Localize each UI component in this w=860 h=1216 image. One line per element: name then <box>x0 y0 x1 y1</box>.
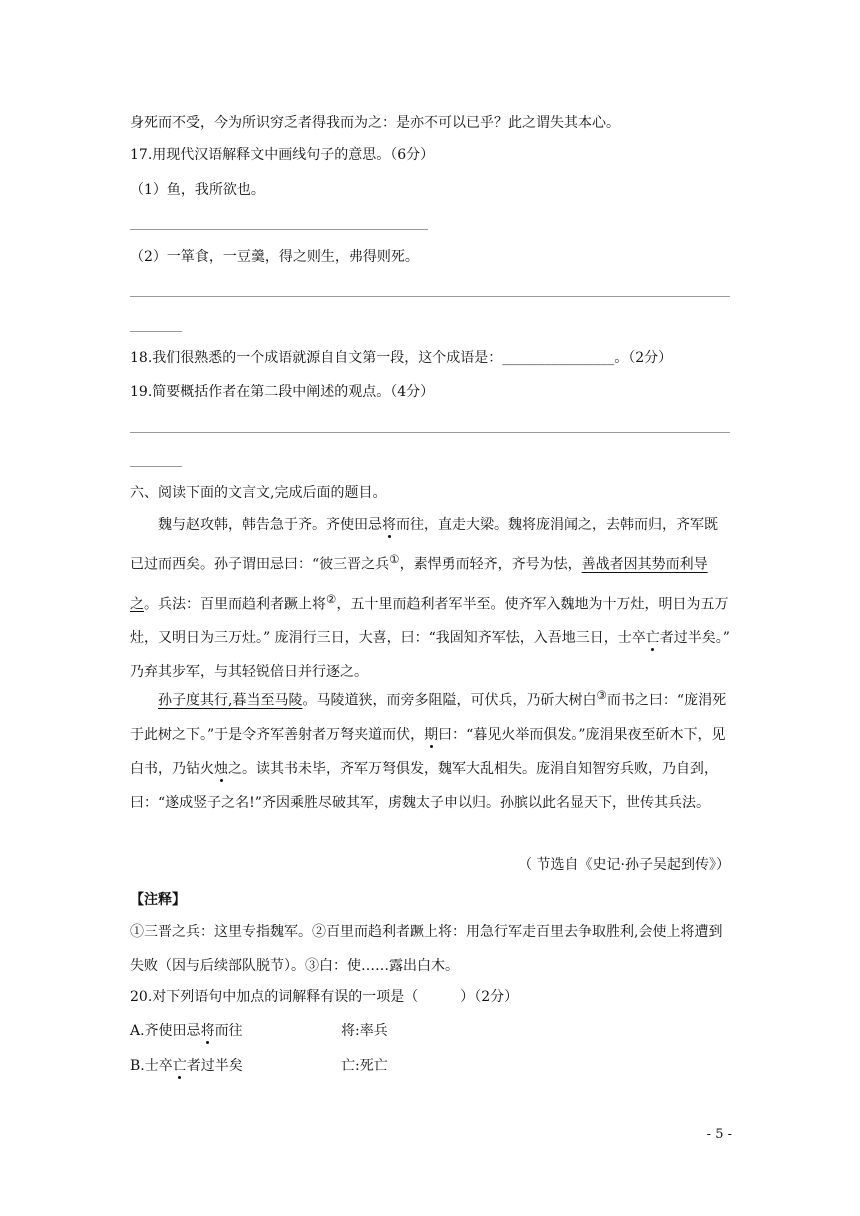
passage-text: 魏与赵攻韩，韩告急于齐。齐使田忌 <box>158 517 382 533</box>
passage-text: 。马陵道狭，而旁多阻隘，可伏兵，乃斫大树白 <box>302 692 597 709</box>
notes-body: ①三晋之兵：这里专指魏军。②百里而趋利者蹶上将：用急行军走百里去争取胜利,会使上将遭到失败（因与后续部队脱节）。③白：使……露出白木。 <box>130 924 723 974</box>
answer-line <box>130 331 182 332</box>
q19-title: 19.简要概括作者在第二段中阐述的观点。（4分） <box>130 384 435 400</box>
q20-option-b-definition: 亡:死亡 <box>341 1058 388 1074</box>
passage-text: ，五十里而趋利者军半至。使齐军入魏地为十万灶，明日为五万灶，又明日为三万灶。” 庞涓行三日，大喜，曰：“我固知齐军怯，入吾地三日，士卒 <box>130 596 729 647</box>
q17-sentence-1: （1）鱼，我所欲也。 <box>130 182 265 198</box>
passage-text: 曰：“暮见火举而俱发。”庞涓果夜至斫木下，见白书，乃钻火 <box>130 726 726 777</box>
option-text: A.齐使田忌 <box>130 1023 201 1039</box>
answer-line <box>130 296 730 297</box>
dotted-word: 将 <box>200 1023 215 1039</box>
answer-line <box>130 229 428 230</box>
q18-text: 18.我们很熟悉的一个成语就源自自文第一段，这个成语是： <box>130 350 503 366</box>
passage-text: ，素悍勇而轻齐，齐号为怯， <box>399 556 582 573</box>
q18-question <box>130 348 672 368</box>
q20-option-a <box>130 1021 243 1041</box>
dotted-word: 期 <box>424 726 439 743</box>
answer-line <box>130 432 730 433</box>
footnote-mark: ③ <box>596 688 607 702</box>
source-citation: （ 节选自《史记·孙子吴起到传》） <box>518 857 730 873</box>
option-text: B.士卒 <box>130 1058 173 1074</box>
passage-text: 之。读其书未毕，齐军万弩俱发，魏军大乱相失。庞涓自知智穷兵败，乃自刭，曰：“遂成竖子之名!”齐因乘胜尽破其军，虏魏太子申以归。孙膑以此名显天下，世传其兵法。 <box>130 760 718 811</box>
footnote-mark: ① <box>389 552 400 566</box>
q20-title: 20.对下列语句中加点的词解释有误的一项是（ ）（2分） <box>130 989 519 1005</box>
passage-text: 。兵法：百里而趋利者蹶上将 <box>144 596 326 613</box>
answer-line <box>130 466 182 467</box>
passage-text: 而往，直走大梁。魏将庞涓闻之，去韩而归，齐军既已过而西矣。孙子谓田忌曰：“彼三晋之兵 <box>130 517 718 573</box>
q17-sentence-2: （2）一箪食，一豆羹，得之则生，弗得则死。 <box>130 249 419 265</box>
passage-text: 而书之曰：“庞涓死于此树之下。”于是令齐军善射者万弩夹道而伏， <box>130 692 727 743</box>
footnote-mark: ② <box>326 591 337 606</box>
q20-option-a-definition: 将:率兵 <box>341 1023 388 1039</box>
q17-title: 17.用现代汉语解释文中画线句子的意思。（6分） <box>130 147 435 163</box>
underlined-sentence: 善战者因其势而利导之 <box>130 556 708 613</box>
underlined-sentence: 孙子度其行,暮当至马陵 <box>158 692 303 709</box>
notes-title: 【注释】 <box>130 892 186 908</box>
q20-option-b <box>130 1056 243 1076</box>
dotted-word: 亡 <box>645 630 660 647</box>
intro-line: 身死而不受，今为所识穷乏者得我而为之：是亦不可以已乎？此之谓失其本心。 <box>130 115 620 131</box>
passage-paragraph-1 <box>130 508 730 689</box>
dotted-word: 将 <box>382 517 396 533</box>
q18-blank: ________________ <box>502 350 615 366</box>
option-text: 者过半矣 <box>186 1058 243 1074</box>
option-text: 而往 <box>214 1023 243 1039</box>
section-6-title: 六、阅读下面的文言文,完成后面的题目。 <box>130 485 387 501</box>
passage-text: 者过半矣。” 乃弃其步军，与其轻锐倍日并行逐之。 <box>130 630 730 681</box>
q18-score: 。（2分） <box>614 350 673 366</box>
dotted-word: 亡 <box>172 1058 187 1074</box>
dotted-word: 烛 <box>214 760 228 777</box>
page-number: - 5 - <box>706 1127 732 1142</box>
passage-paragraph-2 <box>130 678 730 820</box>
